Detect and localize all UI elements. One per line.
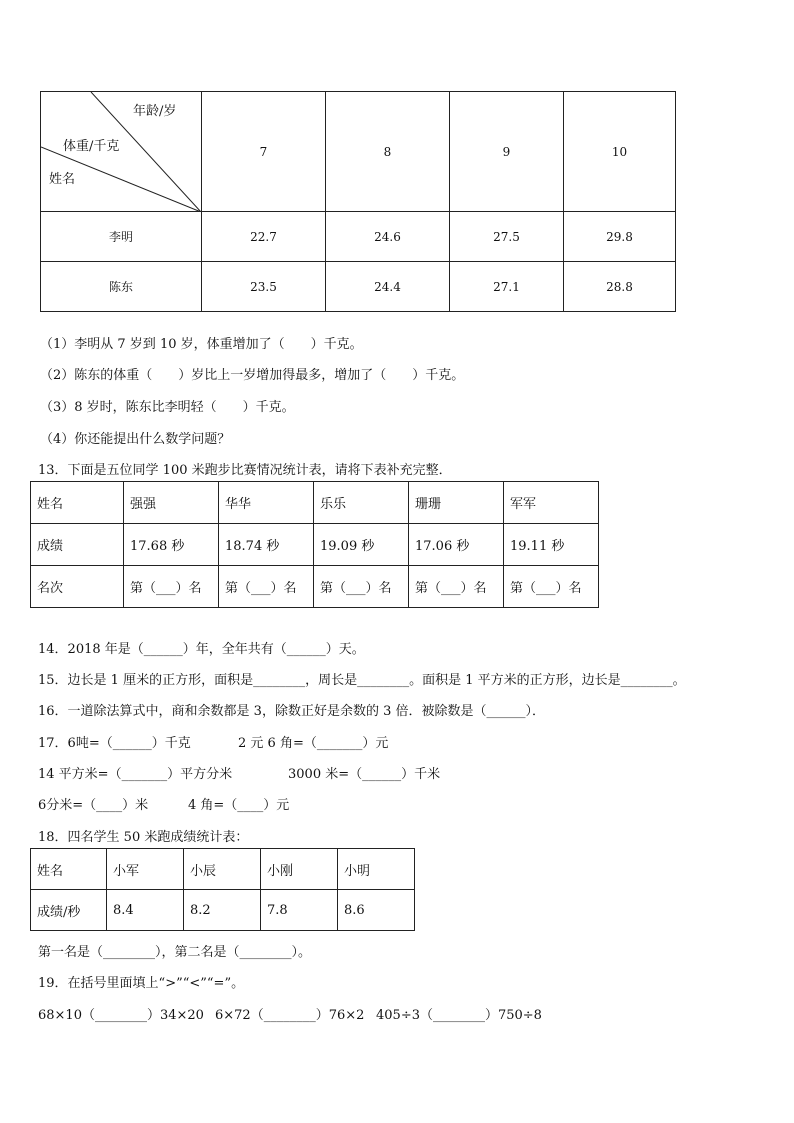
value-cell: 24.4 [326, 262, 450, 312]
value-cell: 27.1 [450, 262, 564, 312]
weight-table [40, 91, 676, 312]
table-row [31, 482, 599, 524]
question-15: 15．边长是 1 厘米的正方形，面积是________，周长是________。面积是 1 平方米的正方形，边长是________。 [38, 673, 686, 688]
name-cell: 珊珊 [409, 482, 504, 524]
header-weight-label: 体重/千克 [63, 139, 120, 154]
time-cell: 17.06 秒 [409, 524, 504, 566]
question-19-item: 6×72（________）76×2 [215, 1008, 365, 1023]
rank-cell[interactable]: 第（___）名 [124, 566, 219, 608]
question-14: 14．2018 年是（______）年，全年共有（______）天。 [38, 642, 365, 657]
name-cell: 小辰 [184, 849, 261, 890]
rank-cell[interactable]: 第（___）名 [409, 566, 504, 608]
question-17-line2a: 14 平方米=（_______）平方分米 [38, 767, 233, 782]
name-cell: 华华 [219, 482, 314, 524]
table-row [31, 849, 415, 890]
question-17-line3b: 4 角=（____）元 [188, 798, 290, 813]
name-cell: 乐乐 [314, 482, 409, 524]
table-row [41, 262, 676, 312]
score-cell: 8.6 [338, 890, 415, 931]
row-label: 姓名 [31, 482, 124, 524]
question-17-line1a: 17．6吨=（______）千克 [38, 736, 191, 751]
question-19-title: 19．在括号里面填上“>”“<”“=”。 [38, 976, 245, 991]
question-13-title: 13．下面是五位同学 100 米跑步比赛情况统计表，请将下表补充完整． [38, 463, 452, 478]
question-16: 16．一道除法算式中，商和余数都是 3，除数正好是余数的 3 倍．被除数是（______）． [38, 704, 545, 719]
score-cell: 8.4 [107, 890, 184, 931]
table-row [31, 524, 599, 566]
question-12-4: （4）你还能提出什么数学问题？ [40, 432, 231, 447]
rank-cell[interactable]: 第（___）名 [504, 566, 599, 608]
time-cell: 18.74 秒 [219, 524, 314, 566]
row-label: 成绩/秒 [31, 890, 107, 931]
question-17-line3a: 6分米=（____）米 [38, 798, 149, 813]
name-cell: 小刚 [261, 849, 338, 890]
value-cell: 22.7 [202, 212, 326, 262]
age-cell: 8 [326, 92, 450, 212]
table-row [31, 566, 599, 608]
age-cell: 7 [202, 92, 326, 212]
score-cell: 8.2 [184, 890, 261, 931]
rank-cell[interactable]: 第（___）名 [314, 566, 409, 608]
header-name-label: 姓名 [49, 172, 76, 187]
diagonal-header-cell [41, 92, 202, 212]
question-12-3: （3）8 岁时，陈东比李明轻（ ）千克。 [40, 400, 295, 415]
value-cell: 24.6 [326, 212, 450, 262]
50m-table [30, 848, 415, 931]
value-cell: 23.5 [202, 262, 326, 312]
question-17-line2b: 3000 米=（______）千米 [288, 767, 441, 782]
value-cell: 28.8 [564, 262, 676, 312]
name-cell: 陈东 [41, 262, 202, 312]
question-12-1: （1）李明从 7 岁到 10 岁，体重增加了（ ）千克。 [40, 337, 363, 352]
row-label: 成绩 [31, 524, 124, 566]
question-17-line1b: 2 元 6 角=（_______）元 [238, 736, 389, 751]
age-cell: 9 [450, 92, 564, 212]
rank-cell[interactable]: 第（___）名 [219, 566, 314, 608]
question-18-title: 18．四名学生 50 米跑成绩统计表： [38, 830, 249, 845]
header-age-label: 年龄/岁 [133, 104, 177, 119]
name-cell: 小军 [107, 849, 184, 890]
name-cell: 李明 [41, 212, 202, 262]
time-cell: 19.11 秒 [504, 524, 599, 566]
question-12-2: （2）陈东的体重（ ）岁比上一岁增加得最多，增加了（ ）千克。 [40, 368, 465, 383]
question-19-item: 405÷3（________）750÷8 [376, 1008, 542, 1023]
race-table [30, 481, 599, 608]
score-cell: 7.8 [261, 890, 338, 931]
age-cell: 10 [564, 92, 676, 212]
question-19-item: 68×10（________）34×20 [38, 1008, 204, 1023]
row-label: 姓名 [31, 849, 107, 890]
table-row [31, 890, 415, 931]
time-cell: 17.68 秒 [124, 524, 219, 566]
name-cell: 小明 [338, 849, 415, 890]
time-cell: 19.09 秒 [314, 524, 409, 566]
table-row [41, 212, 676, 262]
value-cell: 27.5 [450, 212, 564, 262]
name-cell: 强强 [124, 482, 219, 524]
question-18-answer: 第一名是（________），第二名是（________）。 [38, 945, 312, 960]
value-cell: 29.8 [564, 212, 676, 262]
row-label: 名次 [31, 566, 124, 608]
name-cell: 军军 [504, 482, 599, 524]
